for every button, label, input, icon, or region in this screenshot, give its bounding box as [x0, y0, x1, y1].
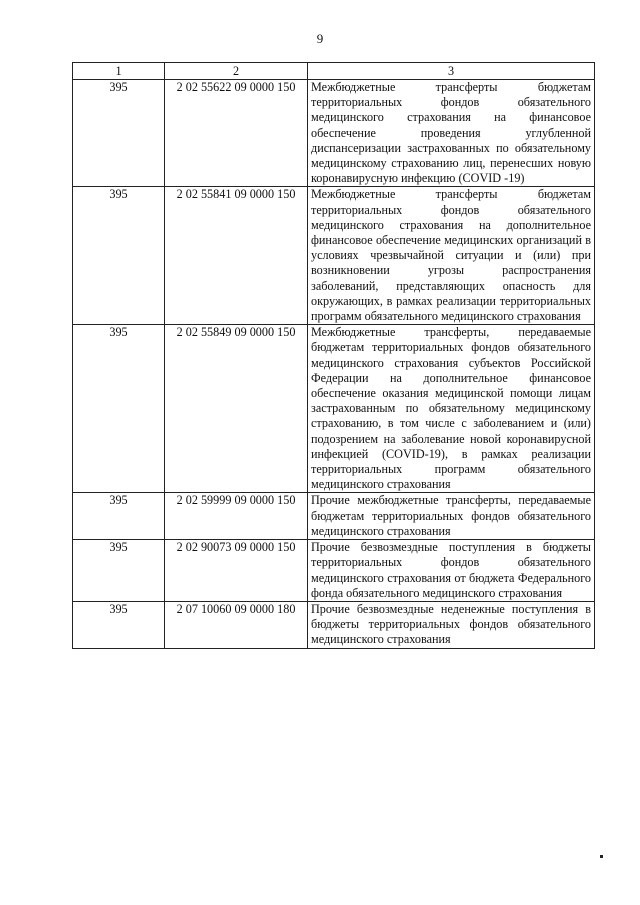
budget-income-table	[72, 62, 595, 649]
scan-speck	[600, 855, 603, 858]
description-cell: Прочие межбюджетные трансферты, передаваемые бюджетам территориальных фондов обязательного медицинского страхования	[308, 493, 595, 540]
income-code-cell: 2 02 55849 09 0000 150	[165, 325, 308, 493]
admin-code-cell: 395	[73, 601, 165, 648]
table-row	[73, 80, 595, 187]
column-header-3: 3	[308, 63, 595, 80]
description-cell: Прочие безвозмездные поступления в бюджеты территориальных фондов обязательного медицинского страхования от бюджета Федерального фонда обязательного медицинского страхования	[308, 540, 595, 602]
admin-code-cell: 395	[73, 80, 165, 187]
table-row	[73, 325, 595, 493]
description-cell: Межбюджетные трансферты бюджетам территориальных фондов обязательного медицинского страхования на дополнительное финансовое обеспечение медицинских организаций в условиях чрезвычайной ситуации и (или) при возникновении угрозы распространения заболеваний, представляющих опасность для окружающих, в рамках реализации территориальных программ обязательного медицинского страхования	[308, 187, 595, 325]
admin-code-cell: 395	[73, 540, 165, 602]
admin-code-cell: 395	[73, 325, 165, 493]
income-code-cell: 2 02 90073 09 0000 150	[165, 540, 308, 602]
page-number: 9	[316, 31, 324, 46]
table-row	[73, 540, 595, 602]
table-row	[73, 187, 595, 325]
income-code-cell: 2 02 55841 09 0000 150	[165, 187, 308, 325]
description-cell: Межбюджетные трансферты бюджетам территориальных фондов обязательного медицинского страхования на финансовое обеспечение проведения углубленной диспансеризации застрахованных по обязательному медицинскому страхованию лиц, перенесших новую коронавирусную инфекцию (COVID -19)	[308, 80, 595, 187]
admin-code-cell: 395	[73, 493, 165, 540]
column-header-1: 1	[73, 63, 165, 80]
description-cell: Прочие безвозмездные неденежные поступления в бюджеты территориальных фондов обязательного медицинского страхования	[308, 601, 595, 648]
description-cell: Межбюджетные трансферты, передаваемые бюджетам территориальных фондов обязательного медицинского страхования субъектов Российской Федерации на дополнительное финансовое обеспечение оказания медицинской помощи лицам застрахованным по обязательному медицинскому страхованию, в том числе с заболеванием и (или) подозрением на заболевание новой коронавирусной инфекцией (COVID-19), в рамках реализации территориальных программ обязательного медицинского страхования	[308, 325, 595, 493]
table-row	[73, 493, 595, 540]
table-header-row	[73, 63, 595, 80]
income-code-cell: 2 02 59999 09 0000 150	[165, 493, 308, 540]
income-code-cell: 2 07 10060 09 0000 180	[165, 601, 308, 648]
income-code-cell: 2 02 55622 09 0000 150	[165, 80, 308, 187]
admin-code-cell: 395	[73, 187, 165, 325]
column-header-2: 2	[165, 63, 308, 80]
table-row	[73, 601, 595, 648]
